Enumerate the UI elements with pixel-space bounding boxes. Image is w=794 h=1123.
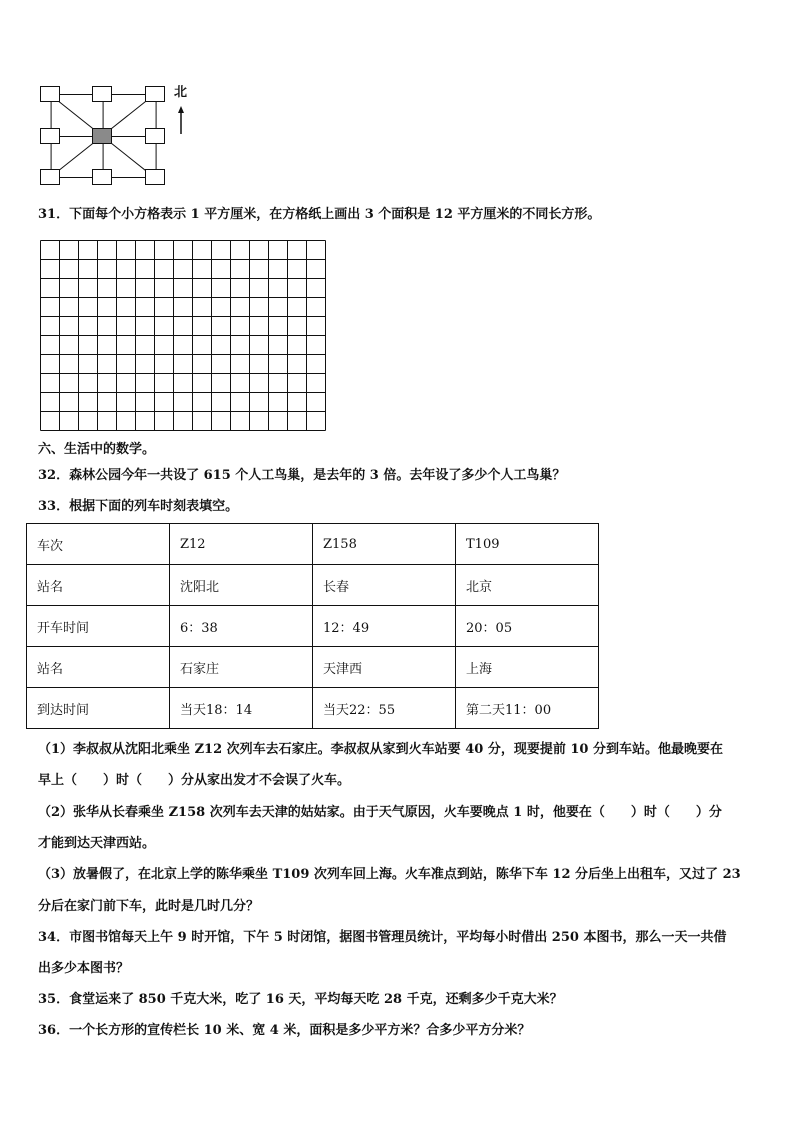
section-6-heading: 六、生活中的数学。 [38,442,156,457]
table-row [27,647,599,688]
box-bottom-center [92,169,112,185]
table-cell: Z12 [170,524,313,565]
table-cell: Z158 [313,524,456,565]
direction-diagram [0,0,200,195]
table-cell: 石家庄 [170,647,313,688]
box-center [92,128,112,144]
table-row [27,688,599,729]
table-cell: 上海 [456,647,599,688]
question-33-1-line-2: 早上（ ）时（ ）分从家出发才不会误了火车。 [38,773,351,788]
box-bottom-left [40,169,60,185]
question-31: 31．下面每个小方格表示 1 平方厘米，在方格纸上画出 3 个面积是 12 平方厘米的不同长方形。 [38,207,601,222]
north-arrow-icon [176,106,186,134]
table-cell: 第二天11：00 [456,688,599,729]
table-cell: 站名 [27,647,170,688]
box-top-right [145,86,165,102]
table-cell: 到达时间 [27,688,170,729]
question-32: 32．森林公园今年一共设了 615 个人工鸟巢，是去年的 3 倍。去年设了多少个人工鸟巢？ [38,468,566,483]
question-33-3-line-2: 分后在家门前下车，此时是几时几分？ [38,899,260,914]
table-cell: 当天18：14 [170,688,313,729]
question-33-1-line-1: （1）李叔叔从沈阳北乘坐 Z12 次列车去石家庄。李叔叔从家到火车站要 40 分，现要提前 10 分到车站。他最晚要在 [38,742,723,757]
box-middle-right [145,128,165,144]
box-bottom-right [145,169,165,185]
table-cell: 站名 [27,565,170,606]
table-cell: 北京 [456,565,599,606]
box-top-center [92,86,112,102]
question-33-2-line-2: 才能到达天津西站。 [38,836,156,851]
table-cell: 6：38 [170,606,313,647]
question-34-line-1: 34．市图书馆每天上午 9 时开馆，下午 5 时闭馆，据图书管理员统计，平均每小时借出 250 本图书，那么一天一共借 [38,930,727,945]
question-35: 35．食堂运来了 850 千克大米，吃了 16 天，平均每天吃 28 千克，还剩多少千克大米？ [38,992,563,1007]
table-cell: 长春 [313,565,456,606]
grid-paper[interactable] [40,240,327,433]
table-cell: T109 [456,524,599,565]
table-row [27,524,599,565]
question-33-2-line-1: （2）张华从长春乘坐 Z158 次列车去天津的姑姑家。由于天气原因，火车要晚点 1 时，他要在（ ）时（ ）分 [38,805,722,820]
question-34-line-2: 出多少本图书？ [38,961,130,976]
table-cell: 开车时间 [27,606,170,647]
table-cell: 当天22：55 [313,688,456,729]
table-cell: 车次 [27,524,170,565]
table-cell: 12：49 [313,606,456,647]
question-36: 36．一个长方形的宣传栏长 10 米、宽 4 米，面积是多少平方米？合多少平方分米？ [38,1023,531,1038]
train-timetable [26,523,599,729]
table-row [27,606,599,647]
question-33: 33．根据下面的列车时刻表填空。 [38,499,239,514]
table-row [27,565,599,606]
north-label: 北 [174,85,188,100]
box-top-left [40,86,60,102]
table-cell: 20：05 [456,606,599,647]
table-cell: 沈阳北 [170,565,313,606]
table-cell: 天津西 [313,647,456,688]
box-middle-left [40,128,60,144]
question-33-3-line-1: （3）放暑假了，在北京上学的陈华乘坐 T109 次列车回上海。火车准点到站，陈华下车 12 分后坐上出租车，又过了 23 [38,867,741,882]
